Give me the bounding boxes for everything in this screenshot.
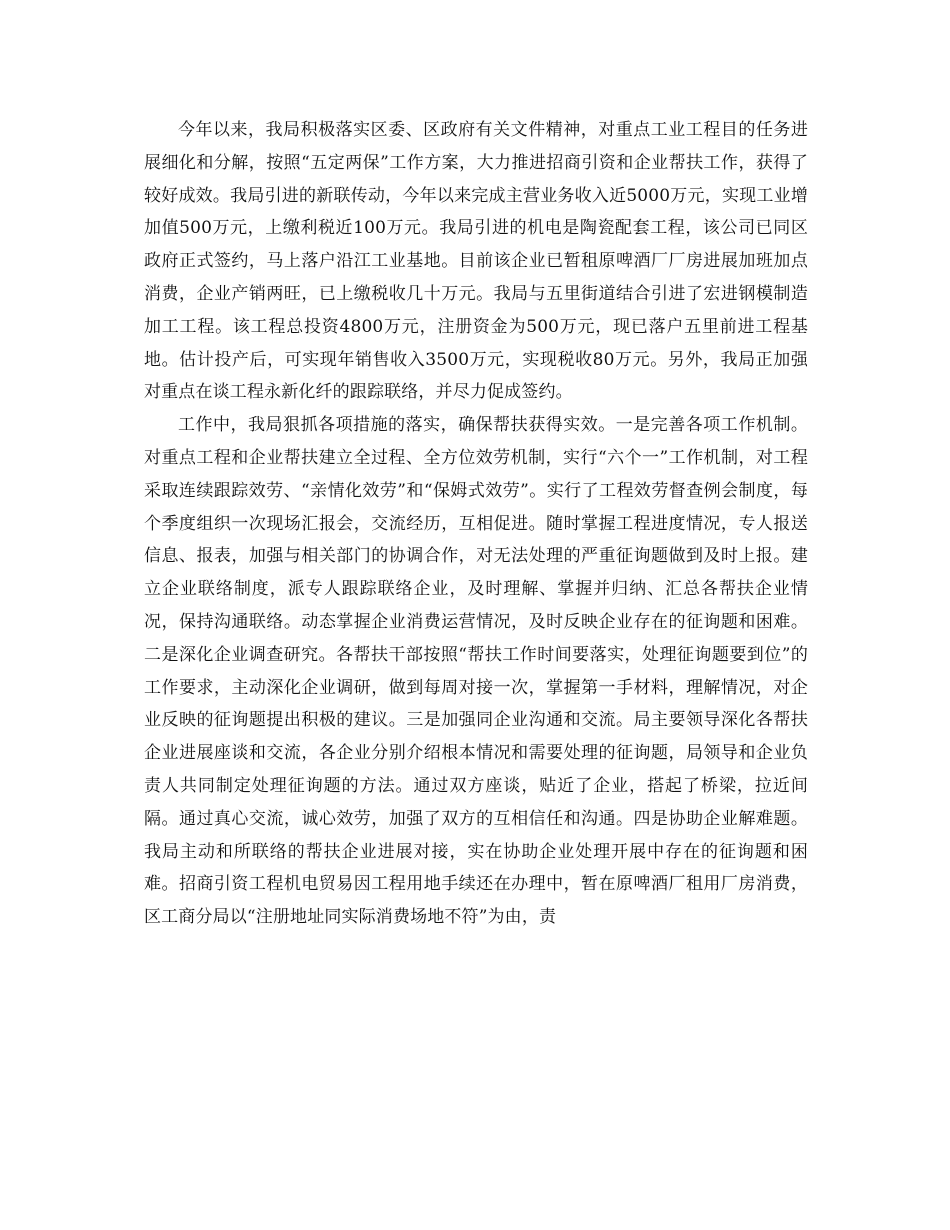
document-page xyxy=(144,114,808,934)
paragraph-assistance-measures: 工作中，我局狠抓各项措施的落实，确保帮扶获得实效。一是完善各项工作机制。对重点工程和企业帮扶建立全过程、全方位效劳机制，实行“六个一”工作机制，对工程采取连续跟踪效劳、“亲情化效劳”和“保姆式效劳”。实行了工程效劳督查例会制度，每个季度组织一次现场汇报会，交流经历，互相促进。随时掌握工程进度情况，专人报送信息、报表，加强与相关部门的协调合作，对无法处理的严重征询题做到及时上报。建立企业联络制度，派专人跟踪联络企业，及时理解、掌握并归纳、汇总各帮扶企业情况，保持沟通联络。动态掌握企业消费运营情况，及时反映企业存在的征询题和困难。二是深化企业调查研究。各帮扶干部按照“帮扶工作时间要落实，处理征询题要到位”的工作要求，主动深化企业调研，做到每周对接一次，掌握第一手材料，理解情况，对企业反映的征询题提出积极的建议。三是加强同企业沟通和交流。局主要领导深化各帮扶企业进展座谈和交流，各企业分别介绍根本情况和需要处理的征询题，局领导和企业负责人共同制定处理征询题的方法。通过双方座谈，贴近了企业，搭起了桥梁，拉近间隔。通过真心交流，诚心效劳，加强了双方的互相信任和沟通。四是协助企业解难题。我局主动和所联络的帮扶企业进展对接，实在协助企业处理开展中存在的征询题和困难。招商引资工程机电贸易因工程用地手续还在办理中，暂在原啤酒厂租用厂房消费，区工商分局以“注册地址同实际消费场地不符”为由，责 xyxy=(144,415,808,928)
paragraph-investment-results: 今年以来，我局积极落实区委、区政府有关文件精神，对重点工业工程目的任务进展细化和分解，按照“五定两保”工作方案，大力推进招商引资和企业帮扶工作，获得了较好成效。我局引进的新联传动，今年以来完成主营业务收入近5000万元，实现工业增加值500万元，上缴利税近100万元。我局引进的机电是陶瓷配套工程，该公司已同区政府正式签约，马上落户沿江工业基地。目前该企业已暂租原啤酒厂厂房进展加班加点消费，企业产销两旺，已上缴税收几十万元。我局与五里街道结合引进了宏进钢模制造加工工程。该工程总投资4800万元，注册资金为500万元，现已落户五里前进工程基地。估计投产后，可实现年销售收入3500万元，实现税收80万元。另外，我局正加强对重点在谈工程永新化纤的跟踪联络，并尽力促成签约。 xyxy=(144,120,808,403)
